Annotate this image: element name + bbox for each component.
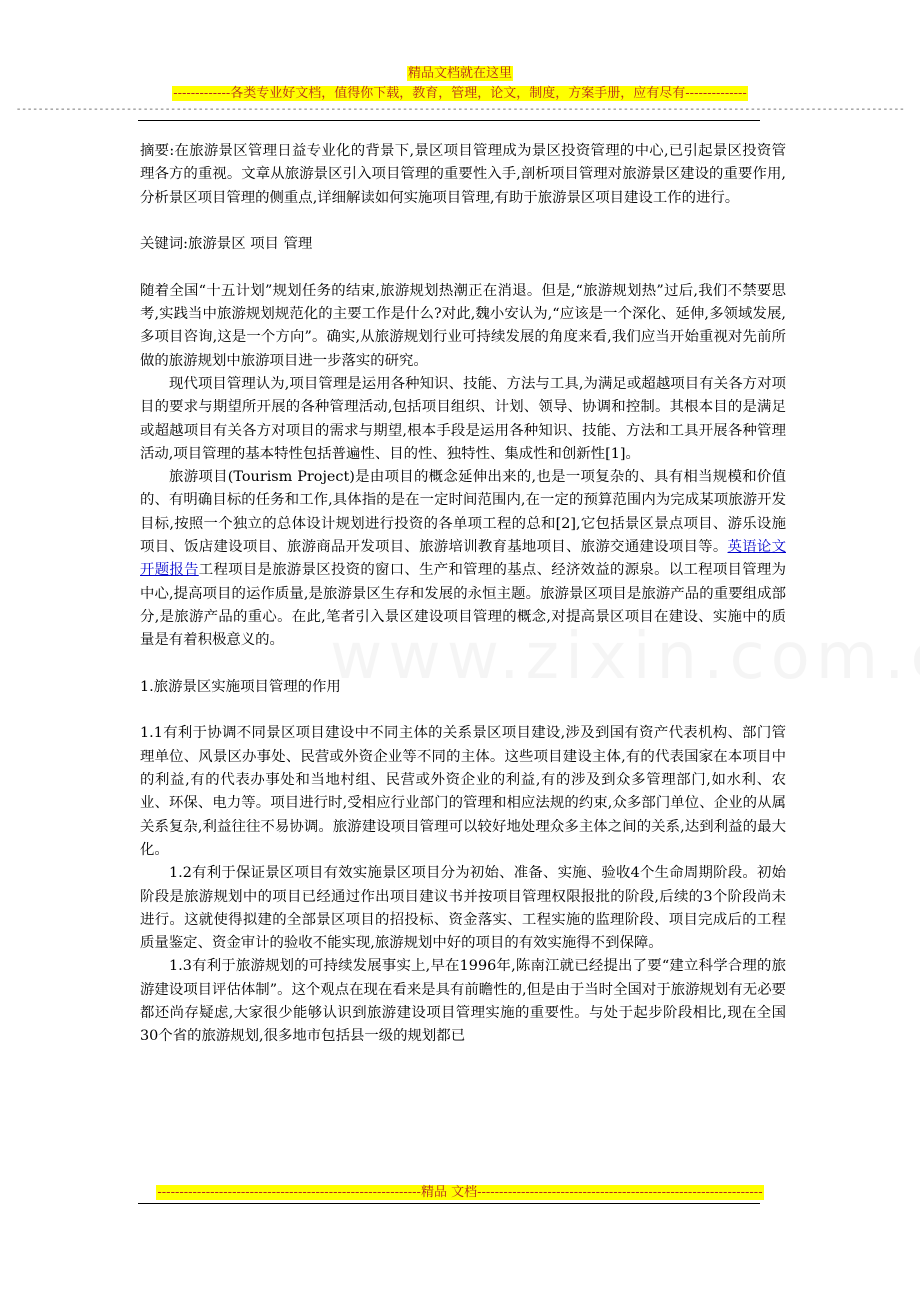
abstract-paragraph: 摘要:在旅游景区管理日益专业化的背景下,景区项目管理成为景区投资管理的中心,已引起景区投资管理各方的重视。文章从旅游景区引入项目管理的重要性入手,剖析项目管理对旅游景区建设的重要作用,分析景区项目管理的侧重点,详细解读如何实施项目管理,有助于旅游景区项目建设工作的进行。 [140, 143, 786, 206]
section-1-2: 1.2有利于保证景区项目有效实施景区项目分为初始、准备、实施、验收4个生命周期阶段。初始阶段是旅游规划中的项目已经通过作出项目建议书并按项目管理权限报批的阶段,后续的3个阶段尚未进行。这就使得拟建的全部景区项目的招投标、资金落实、工程实施的监理阶段、项目完成后的工程质量鉴定、资金审计的验收不能实现,旅游规划中好的项目的有效实施得不到保障。 [140, 865, 786, 952]
paragraph-2: 现代项目管理认为,项目管理是运用各种知识、技能、方法与工具,为满足或超越项目有关各方对项目的要求与期望所开展的各种管理活动,包括项目组织、计划、领导、协调和控制。其根本目的是满足或超越项目有关各方对项目的需求与期望,根本手段是运用各种知识、技能、方法和工具开展各种管理活动,项目管理的基本特性包括普遍性、目的性、独特性、集成性和创新性[1]。 [140, 375, 786, 462]
footer-rule [138, 1203, 760, 1204]
header-dashes: ----------------------------------------------------------------------------------------------------------------------------------------------------------------- [15, 104, 905, 115]
footer-text: ------------------------------------------------------------精品 文档----------------------------------------------------------------- [157, 1185, 763, 1200]
paragraph-3 [140, 466, 786, 652]
keywords-line: 关键词:旅游景区 项目 管理 [140, 236, 313, 253]
paragraph-1: 随着全国“十五计划”规划任务的结束,旅游规划热潮正在消退。但是,“旅游规划热”过后,我们不禁要思考,实践当中旅游规划规范化的主要工作是什么?对此,魏小安认为,“应该是一个深化、延伸,多领域发展,多项目咨询,这是一个方向”。确实,从旅游规划行业可持续发展的角度来看,我们应当开始重视对先前所做的旅游规划中旅游项目进一步落实的研究。 [140, 282, 786, 369]
header-title-text: 精品文档就在这里 [407, 66, 512, 81]
section-1-1: 1.1有利于协调不同景区项目建设中不同主体的关系景区项目建设,涉及到国有资产代表机构、部门管理单位、风景区办事处、民营或外资企业等不同的主体。这些项目建设主体,有的代表国家在本项目中的利益,有的代表办事处和当地村组、民营或外资企业的利益,有的涉及到众多管理部门,如水利、农业、环保、电力等。项目进行时,受相应行业部门的管理和相应法规的约束,众多部门单位、企业的从属关系复杂,利益往往不易协调。旅游建设项目管理可以较好地处理众多主体之间的关系,达到利益的最大化。 [140, 725, 786, 858]
section-heading-1: 1.旅游景区实施项目管理的作用 [140, 678, 341, 695]
section-1-3: 1.3有利于旅游规划的可持续发展事实上,早在1996年,陈南江就已经提出了要“建立科学合理的旅游建设项目评估体制”。这个观点在现在看来是具有前瞻性的,但是由于当时全国对于旅游规划有无必要都还尚存疑虑,大家很少能够认识到旅游建设项目管理实施的重要性。与处于起步阶段相比,现在全国30个省的旅游规划,很多地市包括县一级的规划都已 [140, 958, 786, 1045]
header-subtitle [0, 86, 920, 102]
paragraph-3-end: 工程项目是旅游景区投资的窗口、生产和管理的基点、经济效益的源泉。以工程项目管理为中心,提高项目的运作质量,是旅游景区生存和发展的永恒主题。旅游景区项目是旅游产品的重要组成部分,是旅游产品的重心。在此,笔者引入景区建设项目管理的概念,对提高景区项目在建设、实施中的质量是有着积极意义的。 [140, 562, 786, 649]
paragraph-3-start: 旅游项目(Tourism Project)是由项目的概念延伸出来的,也是一项复杂的、具有相当规模和价值的、有明确目标的任务和工作,具体指的是在一定时间范围内,在一定的预算范围内为完成某项旅游开发目标,按照一个独立的总体设计规划进行投资的各单项工程的总和[2],它包括景区景点项目、游乐设施项目、饭店建设项目、旅游商品开发项目、旅游培训教育基地项目、旅游交通建设项目等。 [140, 469, 786, 556]
article-body [140, 140, 786, 1049]
header-rule [138, 120, 760, 121]
footer-banner [0, 1185, 920, 1201]
header-subtitle-text: -------------各类专业好文档，值得你下载，教育，管理，论文，制度，方案手册，应有尽有-------------- [173, 86, 747, 101]
header-title [0, 66, 920, 82]
inline-link[interactable]: 英语论文开题报告 [140, 539, 786, 579]
